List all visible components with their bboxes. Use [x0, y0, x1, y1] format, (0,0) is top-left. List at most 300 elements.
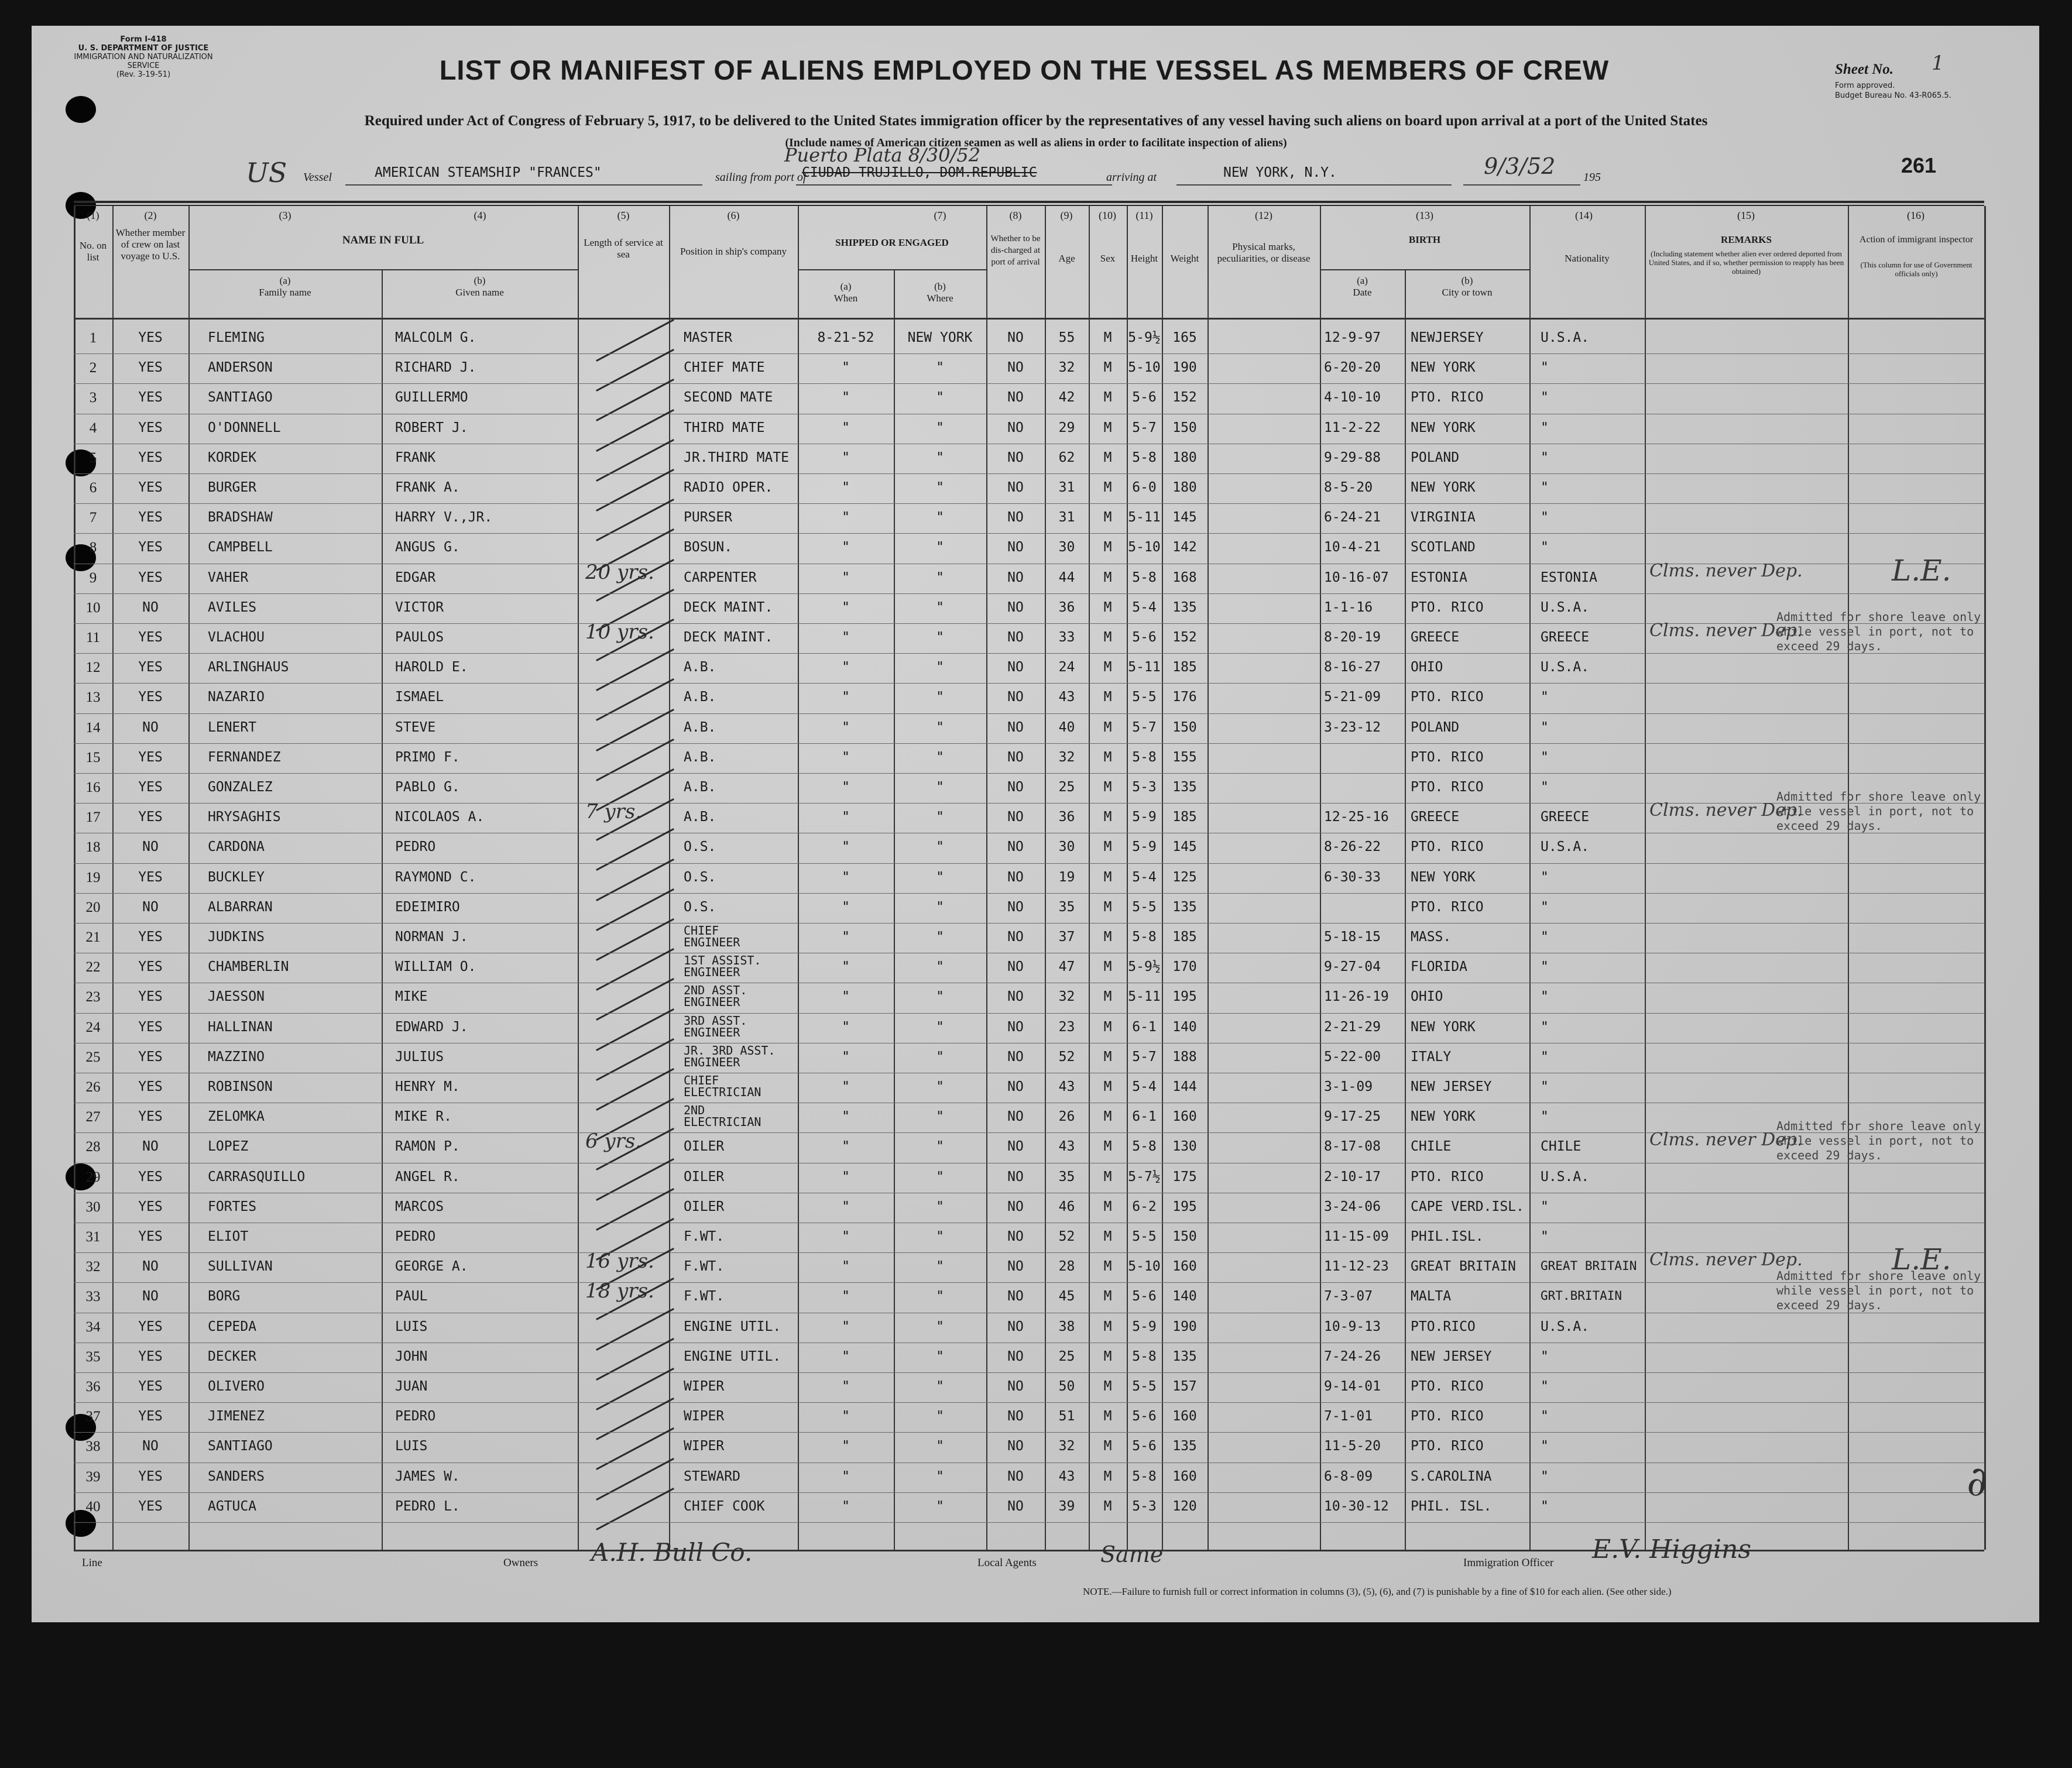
nationality: " — [1541, 1109, 1549, 1125]
given-name: VICTOR — [395, 599, 444, 615]
age: 29 — [1058, 420, 1075, 435]
birth-city: POLAND — [1411, 449, 1460, 465]
height: 5-11 — [1128, 660, 1161, 675]
discharged: NO — [1007, 390, 1024, 406]
age: 23 — [1058, 1019, 1075, 1035]
nationality: " — [1541, 929, 1549, 945]
family-name: CHAMBERLIN — [208, 959, 289, 975]
member-last-voyage: YES — [138, 780, 163, 795]
birth-date: 8-26-22 — [1324, 839, 1381, 855]
row-number: 32 — [85, 1259, 101, 1275]
weight: 135 — [1172, 1348, 1197, 1364]
member-last-voyage: YES — [138, 1468, 163, 1484]
row-number: 2 — [89, 360, 97, 376]
age: 50 — [1058, 1379, 1075, 1394]
discharged: NO — [1007, 1079, 1024, 1094]
family-name: SANTIAGO — [208, 390, 273, 406]
weight: 145 — [1172, 839, 1197, 855]
height: 5-7½ — [1128, 1169, 1161, 1185]
discharged: NO — [1007, 1259, 1024, 1275]
row-number: 33 — [85, 1289, 101, 1305]
height: 5-6 — [1132, 1289, 1157, 1304]
age: 62 — [1058, 449, 1075, 465]
birth-date: 4-10-10 — [1324, 390, 1381, 406]
birth-date: 6-8-09 — [1324, 1468, 1373, 1484]
weight: 135 — [1172, 1439, 1197, 1454]
revision: (Rev. 3-19-51) — [116, 70, 171, 79]
position: O.S. — [684, 899, 716, 915]
height: 6-1 — [1132, 1019, 1157, 1035]
birth-date: 11-26-19 — [1324, 989, 1389, 1005]
member-last-voyage: YES — [138, 749, 163, 765]
column-number: (2) — [144, 210, 157, 221]
discharged: NO — [1007, 989, 1024, 1005]
nationality: CHILE — [1541, 1139, 1582, 1155]
nationality: " — [1541, 449, 1549, 465]
given-name: NICOLAOS A. — [395, 809, 485, 825]
given-name: GUILLERMO — [395, 390, 468, 406]
inspector-action: L.E. — [1892, 1242, 1951, 1277]
age: 25 — [1058, 780, 1075, 795]
shipped-where: " — [936, 1229, 944, 1244]
family-name: GONZALEZ — [208, 780, 273, 795]
row-number: 31 — [85, 1229, 101, 1245]
table-row — [74, 1163, 1984, 1193]
shipped-where: " — [936, 869, 944, 885]
position: CARPENTER — [684, 569, 757, 585]
discharged: NO — [1007, 1439, 1024, 1454]
weight: 140 — [1172, 1019, 1197, 1035]
sex: M — [1103, 1289, 1112, 1304]
table-row — [74, 414, 1984, 444]
column-number: (13) — [1416, 210, 1433, 221]
shipped-where: " — [936, 1019, 944, 1035]
shipped-where: " — [936, 689, 944, 705]
nationality: " — [1541, 1439, 1549, 1454]
discharged: NO — [1007, 1229, 1024, 1244]
age: 37 — [1058, 929, 1075, 945]
column-number: (7) — [934, 210, 946, 221]
header-given-name: (b) Given name — [455, 275, 504, 298]
age: 35 — [1058, 1169, 1075, 1185]
date-underline — [1463, 184, 1580, 186]
table-row — [74, 983, 1984, 1013]
member-last-voyage: YES — [138, 630, 163, 645]
arriving-underline — [1176, 184, 1452, 186]
shipped-where: " — [936, 569, 944, 585]
page-title: LIST OR MANIFEST OF ALIENS EMPLOYED ON THE VESSEL AS MEMBERS OF CREW — [439, 54, 1610, 85]
service-length: 6 yrs. — [585, 1130, 642, 1154]
column-number: (4) — [474, 210, 486, 221]
nationality: " — [1541, 1049, 1549, 1065]
header-no-on-list: No. on list — [79, 240, 107, 263]
discharged: NO — [1007, 749, 1024, 765]
shipped-when: " — [842, 809, 850, 825]
weight: 150 — [1172, 719, 1197, 735]
shipped-when: " — [842, 1409, 850, 1424]
member-last-voyage: NO — [142, 839, 159, 855]
nationality: GREAT BRITAIN — [1541, 1259, 1637, 1273]
table-row — [74, 953, 1984, 983]
age: 38 — [1058, 1319, 1075, 1334]
weight: 144 — [1172, 1079, 1197, 1094]
table-row — [74, 324, 1984, 354]
nationality: U.S.A. — [1541, 1169, 1590, 1185]
birth-date: 6-20-20 — [1324, 360, 1381, 376]
sex: M — [1103, 1439, 1112, 1454]
birth-city: PTO. RICO — [1411, 1169, 1484, 1185]
given-name: JULIUS — [395, 1049, 444, 1065]
member-last-voyage: YES — [138, 869, 163, 885]
member-last-voyage: YES — [138, 1109, 163, 1125]
birth-city: PHIL. ISL. — [1411, 1498, 1492, 1514]
birth-city: NEW YORK — [1411, 869, 1476, 885]
height: 6-1 — [1132, 1109, 1157, 1125]
row-number: 10 — [85, 599, 101, 616]
row-rule — [74, 1522, 1984, 1523]
column-number: (10) — [1099, 210, 1116, 221]
age: 28 — [1058, 1259, 1075, 1275]
header-action-note: (This column for use of Government officials only) — [1860, 260, 1972, 278]
shipped-when: " — [842, 1379, 850, 1394]
birth-city: MALTA — [1411, 1289, 1452, 1304]
weight: 135 — [1172, 780, 1197, 795]
member-last-voyage: YES — [138, 360, 163, 376]
age: 51 — [1058, 1409, 1075, 1424]
position: A.B. — [684, 780, 716, 795]
header-member: Whether member of crew on last voyage to U.S. — [115, 227, 186, 262]
birth-date: 12-25-16 — [1324, 809, 1389, 825]
family-name: VAHER — [208, 569, 249, 585]
shipped-where: " — [936, 929, 944, 945]
row-number: 30 — [85, 1199, 101, 1215]
given-name: MIKE — [395, 989, 428, 1005]
family-name: AVILES — [208, 599, 257, 615]
header-physical: Physical marks, peculiarities, or disease — [1217, 241, 1311, 264]
row-number: 13 — [85, 689, 101, 706]
column-rule — [1984, 206, 1986, 1550]
family-name: ALBARRAN — [208, 899, 273, 915]
header-where: (b) Where — [927, 281, 953, 304]
sex: M — [1103, 420, 1112, 435]
member-last-voyage: YES — [138, 1498, 163, 1514]
table-row — [74, 1014, 1984, 1043]
shipped-where: " — [936, 480, 944, 495]
sheet-label: Sheet No. — [1835, 61, 1893, 77]
height: 5-6 — [1132, 1409, 1157, 1424]
birth-date: 2-21-29 — [1324, 1019, 1381, 1035]
sex: M — [1103, 899, 1112, 915]
nationality: " — [1541, 719, 1549, 735]
family-name: BUCKLEY — [208, 869, 265, 885]
subnote: (Include names of American citizen seamen as well as aliens in order to facilitate inspection of aliens) — [785, 136, 1287, 149]
position: CHIEF COOK — [684, 1498, 765, 1514]
form-number: Form I-418 — [120, 35, 167, 44]
member-last-voyage: YES — [138, 390, 163, 406]
vessel-name: AMERICAN STEAMSHIP "FRANCES" — [375, 165, 602, 180]
weight: 145 — [1172, 510, 1197, 526]
sex: M — [1103, 1379, 1112, 1394]
column-number: (14) — [1575, 210, 1593, 221]
header-sex: Sex — [1100, 253, 1116, 264]
row-number: 39 — [85, 1468, 101, 1485]
shipped-where: " — [936, 510, 944, 526]
vessel-mark: US — [246, 157, 287, 188]
height: 5-4 — [1132, 599, 1157, 615]
birth-date: 9-17-25 — [1324, 1109, 1381, 1125]
row-number: 17 — [85, 809, 101, 826]
birth-date: 3-1-09 — [1324, 1079, 1373, 1094]
nationality: " — [1541, 1229, 1549, 1244]
shipped-where: " — [936, 599, 944, 615]
birth-city: MASS. — [1411, 929, 1452, 945]
family-name: JAESSON — [208, 989, 265, 1005]
birth-city: GREECE — [1411, 630, 1460, 645]
height: 5-10 — [1128, 540, 1161, 555]
weight: 190 — [1172, 360, 1197, 376]
table-row — [74, 1043, 1984, 1073]
birth-date: 5-18-15 — [1324, 929, 1381, 945]
weight: 157 — [1172, 1379, 1197, 1394]
family-name: FLEMING — [208, 330, 265, 345]
nationality: " — [1541, 899, 1549, 915]
given-name: RAMON P. — [395, 1139, 460, 1155]
nationality: " — [1541, 1199, 1549, 1214]
height: 6-0 — [1132, 480, 1157, 495]
family-name: ELIOT — [208, 1229, 249, 1244]
sex: M — [1103, 929, 1112, 945]
row-number: 22 — [85, 959, 101, 976]
family-name: DECKER — [208, 1348, 257, 1364]
shipped-when: " — [842, 540, 850, 555]
header-discharged: Whether to be dis-charged at port of arrival — [990, 234, 1041, 267]
age: 52 — [1058, 1229, 1075, 1244]
form-approval — [1835, 81, 1951, 101]
age: 46 — [1058, 1199, 1075, 1214]
age: 32 — [1058, 360, 1075, 376]
remark-typed: Admitted for shore leave only while vessel in port, not to exceed 29 days. — [1776, 1119, 1981, 1163]
birth-date: 7-3-07 — [1324, 1289, 1373, 1304]
birth-date: 5-21-09 — [1324, 689, 1381, 705]
given-name: HAROLD E. — [395, 660, 468, 675]
discharged: NO — [1007, 540, 1024, 555]
row-number: 8 — [89, 540, 97, 556]
owners-value: A.H. Bull Co. — [591, 1538, 753, 1567]
shipped-where: " — [936, 1139, 944, 1155]
height: 5-7 — [1132, 420, 1157, 435]
shipped-when: " — [842, 1498, 850, 1514]
table-row — [74, 1433, 1984, 1463]
row-number: 15 — [85, 749, 101, 765]
birth-date: 9-27-04 — [1324, 959, 1381, 975]
sex: M — [1103, 809, 1112, 825]
remark-typed: Admitted for shore leave only while vessel in port, not to exceed 29 days. — [1776, 789, 1981, 833]
birth-date: 10-9-13 — [1324, 1319, 1381, 1334]
column-number: (15) — [1737, 210, 1755, 221]
discharged: NO — [1007, 1169, 1024, 1185]
position: SECOND MATE — [684, 390, 773, 406]
shipped-where: " — [936, 1348, 944, 1364]
height: 5-11 — [1128, 989, 1161, 1005]
nationality: U.S.A. — [1541, 839, 1590, 855]
sex: M — [1103, 599, 1112, 615]
birth-date: 1-1-16 — [1324, 599, 1373, 615]
sex: M — [1103, 1169, 1112, 1185]
remark-handwritten: Clms. never Dep. — [1649, 1130, 1803, 1151]
age: 26 — [1058, 1109, 1075, 1125]
discharged: NO — [1007, 1348, 1024, 1364]
position: RADIO OPER. — [684, 480, 773, 495]
shipped-when: " — [842, 989, 850, 1005]
budget-text: Budget Bureau No. 43-R065.5. — [1835, 91, 1951, 100]
page-number: 261 — [1901, 153, 1937, 177]
discharged: NO — [1007, 660, 1024, 675]
sex: M — [1103, 1409, 1112, 1424]
department: U. S. DEPARTMENT OF JUSTICE — [78, 44, 209, 53]
table-row — [74, 1373, 1984, 1403]
birth-city: NEWJERSEY — [1411, 330, 1484, 345]
age: 19 — [1058, 869, 1075, 885]
table-row — [74, 1463, 1984, 1493]
sex: M — [1103, 660, 1112, 675]
birth-date: 11-2-22 — [1324, 420, 1381, 435]
header-height: Height — [1130, 253, 1158, 264]
port-typed: CIUDAD TRUJILLO, DOM.REPUBLIC — [802, 165, 1037, 180]
given-name: JUAN — [395, 1379, 428, 1394]
nationality: " — [1541, 1019, 1549, 1035]
row-number: 35 — [85, 1348, 101, 1365]
birth-city: NEW JERSEY — [1411, 1079, 1492, 1094]
sex: M — [1103, 569, 1112, 585]
shipped-when: " — [842, 449, 850, 465]
position: 3RD ASST. ENGINEER — [684, 1014, 747, 1038]
remark-handwritten: Clms. never Dep. — [1649, 560, 1803, 581]
age: 24 — [1058, 660, 1075, 675]
discharged: NO — [1007, 330, 1024, 345]
sex: M — [1103, 1229, 1112, 1244]
nationality: " — [1541, 1079, 1549, 1094]
shipped-where: " — [936, 959, 944, 975]
column-number: (16) — [1907, 210, 1925, 221]
position: A.B. — [684, 660, 716, 675]
shipped-when: " — [842, 480, 850, 495]
column-number: (11) — [1136, 210, 1153, 221]
birth-city: NEW YORK — [1411, 420, 1476, 435]
table-row — [74, 744, 1984, 774]
sex: M — [1103, 360, 1112, 376]
birth-date: 9-29-88 — [1324, 449, 1381, 465]
given-name: JOHN — [395, 1348, 428, 1364]
member-last-voyage: YES — [138, 1199, 163, 1214]
table-row — [74, 1073, 1984, 1103]
remark-handwritten: Clms. never Dep. — [1649, 1249, 1803, 1271]
age: 33 — [1058, 630, 1075, 645]
nationality: " — [1541, 1498, 1549, 1514]
birth-date: 9-14-01 — [1324, 1379, 1381, 1394]
header-name-in-full: NAME IN FULL — [342, 234, 424, 246]
inspector-action: L.E. — [1892, 553, 1951, 588]
age: 47 — [1058, 959, 1075, 975]
weight: 185 — [1172, 660, 1197, 675]
weight: 180 — [1172, 480, 1197, 495]
weight: 150 — [1172, 420, 1197, 435]
row-number: 24 — [85, 1019, 101, 1035]
weight: 176 — [1172, 689, 1197, 705]
given-name: STEVE — [395, 719, 436, 735]
given-name: FRANK — [395, 449, 436, 465]
given-name: ANGEL R. — [395, 1169, 460, 1185]
table-row — [74, 1343, 1984, 1373]
shipped-when: " — [842, 1079, 850, 1094]
birth-date: 8-17-08 — [1324, 1139, 1381, 1155]
shipped-when: " — [842, 1259, 850, 1275]
shipped-where: " — [936, 660, 944, 675]
nationality: " — [1541, 540, 1549, 555]
birth-city: POLAND — [1411, 719, 1460, 735]
discharged: NO — [1007, 780, 1024, 795]
member-last-voyage: YES — [138, 660, 163, 675]
given-name: PEDRO — [395, 1409, 436, 1424]
row-number: 21 — [85, 929, 101, 945]
table-row — [74, 1279, 1984, 1313]
nationality: U.S.A. — [1541, 660, 1590, 675]
member-last-voyage: YES — [138, 1319, 163, 1334]
birth-city: PTO. RICO — [1411, 899, 1484, 915]
header-birth-city: (b) City or town — [1442, 275, 1493, 298]
column-number: (3) — [279, 210, 291, 221]
weight: 195 — [1172, 1199, 1197, 1214]
family-name: ARLINGHAUS — [208, 660, 289, 675]
discharged: NO — [1007, 689, 1024, 705]
sex: M — [1103, 1259, 1112, 1275]
nationality: " — [1541, 420, 1549, 435]
shipped-where: " — [936, 360, 944, 376]
port-handwritten: Puerto Plata 8/30/52 — [784, 144, 980, 166]
position: O.S. — [684, 869, 716, 885]
family-name: BORG — [208, 1289, 241, 1304]
height: 5-6 — [1132, 630, 1157, 645]
shipped-when: " — [842, 1439, 850, 1454]
height: 5-5 — [1132, 1379, 1157, 1394]
nationality: " — [1541, 1379, 1549, 1394]
member-last-voyage: YES — [138, 569, 163, 585]
member-last-voyage: YES — [138, 929, 163, 945]
position: OILER — [684, 1139, 725, 1155]
sex: M — [1103, 689, 1112, 705]
discharged: NO — [1007, 1049, 1024, 1065]
shipped-when: " — [842, 1109, 850, 1125]
row-number: 6 — [89, 480, 97, 496]
service-length: 7 yrs. — [585, 800, 642, 824]
birth-city: ITALY — [1411, 1049, 1452, 1065]
birth-date: 7-24-26 — [1324, 1348, 1381, 1364]
birth-city: GREECE — [1411, 809, 1460, 825]
initials-mark: ∂ — [1967, 1457, 1988, 1505]
sex: M — [1103, 1079, 1112, 1094]
birth-city: NEW YORK — [1411, 1019, 1476, 1035]
header-position: Position in ship's company — [680, 246, 787, 257]
vessel-underline — [345, 184, 702, 186]
given-name: PRIMO F. — [395, 749, 460, 765]
table-row — [74, 714, 1984, 744]
height: 5-9 — [1132, 809, 1157, 825]
birth-date: 7-1-01 — [1324, 1409, 1373, 1424]
given-name: EDWARD J. — [395, 1019, 468, 1035]
column-number: (1) — [87, 210, 100, 221]
discharged: NO — [1007, 899, 1024, 915]
birth-city: PTO. RICO — [1411, 780, 1484, 795]
birth-date: 5-22-00 — [1324, 1049, 1381, 1065]
